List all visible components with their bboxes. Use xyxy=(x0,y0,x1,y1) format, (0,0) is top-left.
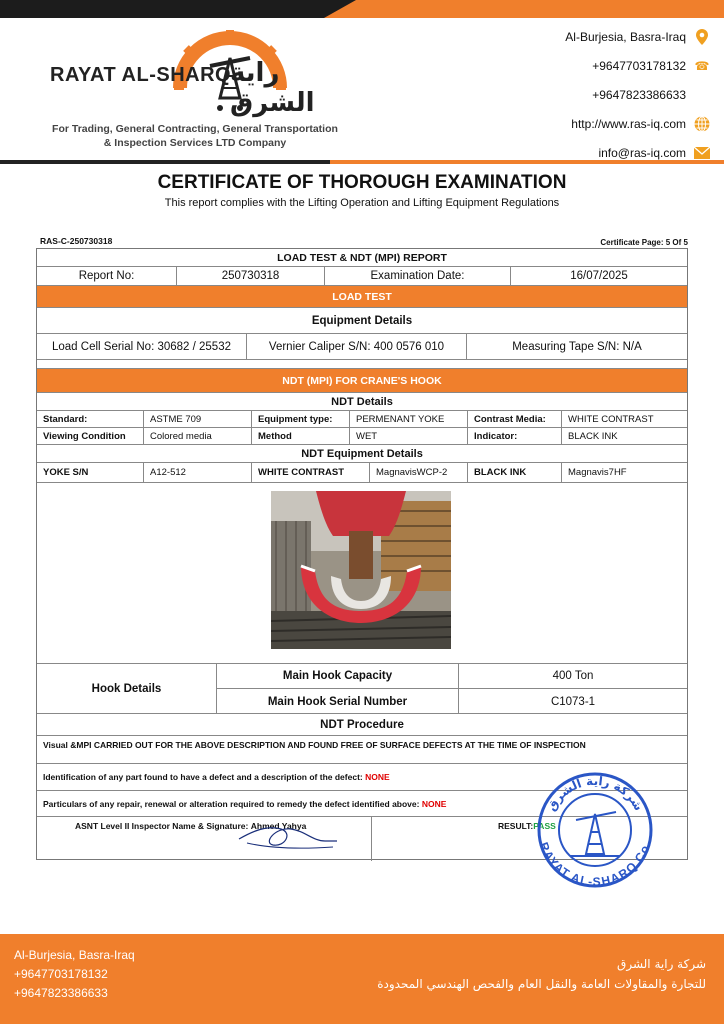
ndt-details-row xyxy=(37,393,687,411)
ndt-row-1: Standard: ASTME 709 Equipment type: PERMENANT YOKE Contrast Media: WHITE CONTRAST xyxy=(37,411,687,428)
report-no-value: 250730318 xyxy=(177,267,325,285)
defect-value: NONE xyxy=(365,772,390,782)
load-cell-serial: Load Cell Serial No: 30682 / 25532 xyxy=(37,334,247,359)
company-logo xyxy=(40,28,360,118)
hook-capacity-label: Main Hook Capacity xyxy=(217,664,459,688)
phone-icon: ☎ xyxy=(694,58,710,73)
brand-name-ar: راية الشرق xyxy=(230,58,315,118)
procedure-text-row xyxy=(37,736,687,764)
certificate-subtitle: This report complies with the Lifting Operation and Lifting Equipment Regulations xyxy=(164,197,560,209)
report-no-label: Report No: xyxy=(37,267,177,285)
contact-phone-1: +9647703178132 ☎ xyxy=(592,58,710,73)
footer-contacts xyxy=(14,946,135,1003)
measuring-tape-serial: Measuring Tape S/N: N/A xyxy=(512,340,642,353)
contact-block xyxy=(450,22,710,167)
result-value: PASS xyxy=(533,821,556,831)
envelope-icon xyxy=(694,145,710,161)
black-ink-value: Magnavis7HF xyxy=(568,467,627,478)
crane-hook-photo xyxy=(271,491,451,649)
contrast-media-value: WHITE CONTRAST xyxy=(568,413,654,425)
inspector-label: ASNT Level II Inspector Name & Signature: xyxy=(75,821,249,831)
hook-details-row xyxy=(37,664,687,714)
footer-company-ar: شركة راية الشرق للتجارة والمقاولات العامة والنقل العام والفحص الهندسي المحدودة xyxy=(377,957,706,991)
report-heading-row xyxy=(37,249,687,267)
ndt-row-2: Viewing Condition Colored media Method WET Indicator: BLACK INK xyxy=(37,428,687,445)
derrick-icon xyxy=(570,812,620,856)
footer-phone-2[interactable]: +9647823386633 xyxy=(14,986,108,1000)
equipment-details-heading: Equipment Details xyxy=(311,314,413,327)
certificate-ref: RAS-C-250730318 xyxy=(40,236,113,246)
exam-date-label: Examination Date: xyxy=(325,267,511,285)
letterhead xyxy=(0,18,724,160)
report-meta-row xyxy=(37,267,687,286)
globe-icon xyxy=(694,116,710,132)
ndt-equipment-row xyxy=(37,445,687,463)
hook-capacity-value: 400 Ton xyxy=(552,670,594,682)
certificate-title: CERTIFICATE OF THOROUGH EXAMINATION xyxy=(157,172,567,193)
equipment-serials-row xyxy=(37,334,687,360)
tagline: For Trading, General Contracting, General Transportation & Inspection Services LTD Company xyxy=(52,123,338,149)
contact-address: Al-Burjesia, Basra-Iraq xyxy=(450,22,710,51)
stamp-text-en: RAYAT AL-SHARQ Co. xyxy=(536,840,654,889)
result-label: RESULT: xyxy=(498,821,534,831)
company-stamp xyxy=(530,770,660,890)
repair-label: Particulars of any repair, renewal or alteration required to remedy the defect identified above: xyxy=(43,798,420,809)
ndt-procedure-heading: NDT Procedure xyxy=(320,718,404,731)
load-test-band: LOAD TEST xyxy=(37,286,687,308)
yoke-value: A12-512 xyxy=(144,463,252,482)
brand-name-en: RAYAT AL-SHARQ xyxy=(50,64,232,86)
equipment-details-row xyxy=(37,308,687,334)
vernier-caliper-serial: Vernier Caliper S/N: 400 0576 010 xyxy=(247,334,467,359)
header-divider xyxy=(0,160,724,164)
procedure-text: Visual &MPI CARRIED OUT FOR THE ABOVE DESCRIPTION AND FOUND FREE OF SURFACE DEFECTS AT THE TIME OF INSPECTION xyxy=(43,740,586,750)
exam-date-value: 16/07/2025 xyxy=(570,270,628,282)
footer-address: Al-Burjesia, Basra-Iraq xyxy=(14,948,135,962)
ndt-equipment-values: YOKE S/N A12-512 WHITE CONTRAST MagnavisWCP-2 BLACK INK Magnavis7HF xyxy=(37,463,687,483)
contact-email: info@ras-iq.com xyxy=(450,138,710,167)
viewing-value: Colored media xyxy=(144,428,252,444)
method-value: WET xyxy=(350,428,468,444)
contact-phone-2: +9647823386633 xyxy=(592,87,686,102)
repair-value: NONE xyxy=(421,798,447,809)
defect-label: Identification of any part found to have a defect and a description of the defect: xyxy=(43,772,363,782)
top-bar xyxy=(0,0,724,18)
contact-website: http://www.ras-iq.com xyxy=(450,109,710,138)
certificate-page: Certificate Page: 5 Of 5 xyxy=(600,238,688,247)
svg-text:RAYAT AL-SHARQ Co. xyxy=(537,840,654,889)
location-pin-icon xyxy=(694,29,710,45)
ndt-procedure-row xyxy=(37,714,687,736)
ndt-equipment-heading: NDT Equipment Details xyxy=(301,447,423,460)
inspector-name: Ahmed Yahya xyxy=(250,821,307,831)
standard-value: ASTME 709 xyxy=(144,411,252,427)
ndt-details-heading: NDT Details xyxy=(331,395,393,408)
inspector-signature xyxy=(233,819,343,855)
hook-serial-value: C1073-1 xyxy=(550,695,596,708)
white-contrast-value: MagnavisWCP-2 xyxy=(370,463,468,482)
ndt-band: NDT (MPI) FOR CRANE'S HOOK xyxy=(37,368,687,393)
footer-phone-1[interactable]: +9647703178132 xyxy=(14,967,108,981)
indicator-value: BLACK INK xyxy=(568,430,618,442)
report-heading: LOAD TEST & NDT (MPI) REPORT xyxy=(277,251,447,264)
photo-cell xyxy=(37,483,687,664)
hook-serial-label: Main Hook Serial Number xyxy=(217,689,459,714)
stamp-text-ar: شركة راية الشرق xyxy=(544,773,646,814)
equipment-type-value: PERMENANT YOKE xyxy=(350,411,468,427)
hook-details-label: Hook Details xyxy=(37,664,217,713)
footer xyxy=(0,934,724,1024)
report-table xyxy=(36,248,688,860)
